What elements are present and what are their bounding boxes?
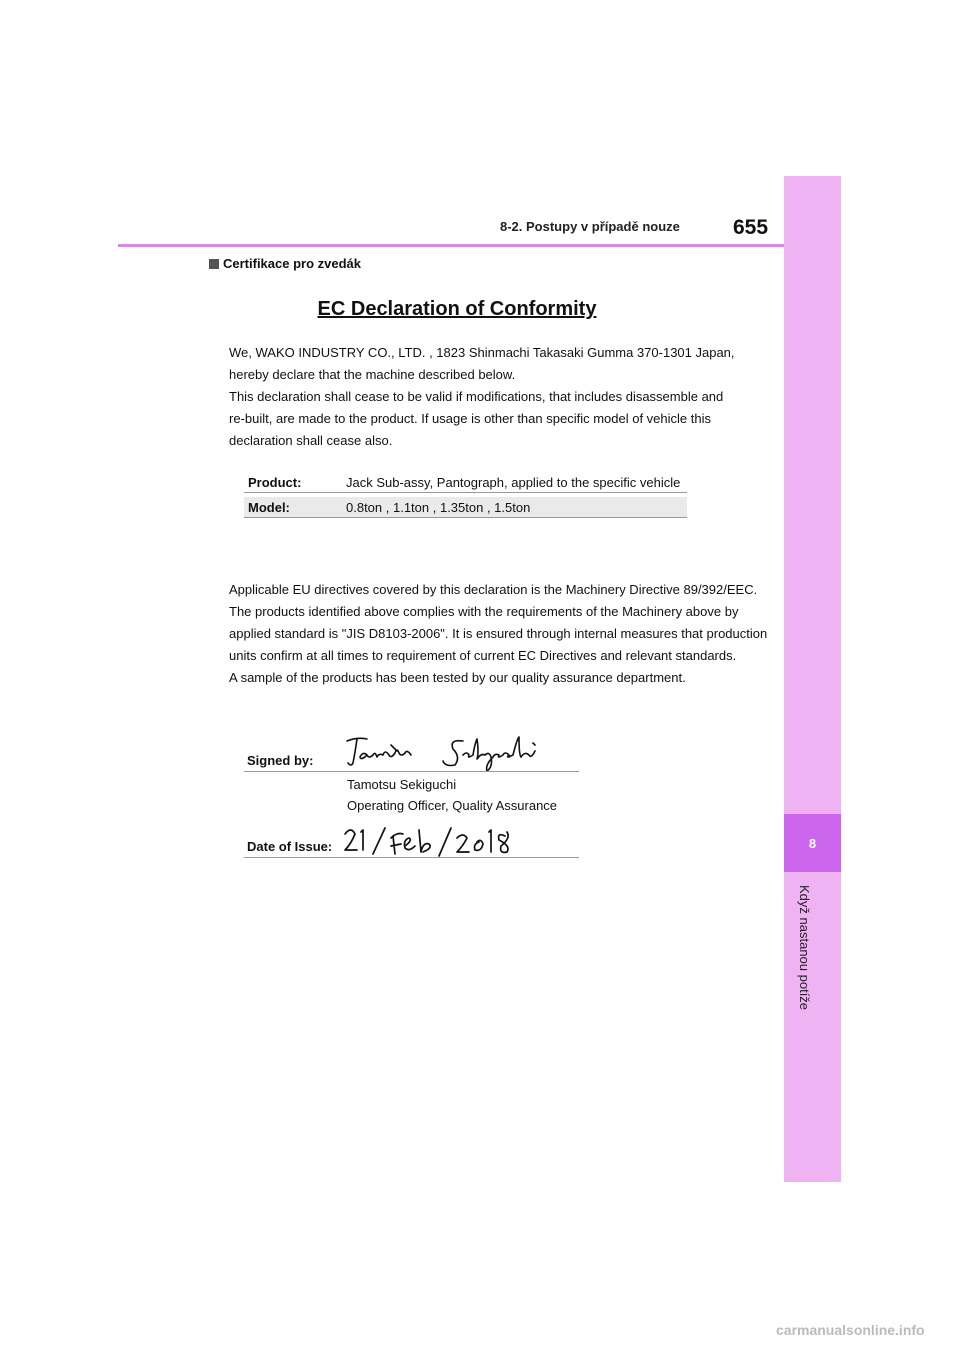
product-spec-table	[244, 472, 687, 518]
intro-line: This declaration shall cease to be valid if modifications, that includes disassemble and	[229, 389, 724, 404]
subsection-title-text: Certifikace pro zvedák	[223, 256, 362, 271]
watermark: carmanualsonline.info	[776, 1322, 925, 1338]
signatory-name: Tamotsu Sekiguchi	[347, 777, 457, 792]
directive-line: applied standard is "JIS D8103-2006". It is ensured through internal measures that production	[229, 626, 768, 641]
chapter-label: Když nastanou potíže	[797, 885, 812, 1011]
date-line	[244, 857, 579, 858]
product-row	[244, 472, 687, 493]
declaration-intro	[229, 342, 749, 452]
model-row	[244, 497, 687, 518]
declaration-title: EC Declaration of Conformity	[317, 298, 597, 320]
product-label: Product:	[248, 474, 302, 490]
model-value: 0.8ton , 1.1ton , 1.35ton , 1.5ton	[346, 499, 531, 515]
handwritten-signature	[345, 733, 545, 773]
section-header: 8-2. Postupy v případě nouze	[500, 219, 680, 234]
intro-line: hereby declare that the machine described below.	[229, 367, 516, 382]
header-divider	[118, 244, 784, 247]
directive-line: Applicable EU directives covered by this declaration is the Machinery Directive 89/392/EEC.	[229, 582, 758, 597]
page-number: 655	[733, 216, 769, 239]
intro-line: declaration shall cease also.	[229, 433, 393, 448]
intro-line: re-built, are made to the product. If usage is other than specific model of vehicle this	[229, 411, 711, 426]
directive-line: The products identified above complies with the requirements of the Machinery above by	[229, 604, 739, 619]
square-bullet-icon	[209, 259, 219, 269]
model-label: Model:	[248, 499, 290, 515]
intro-line: We, WAKO INDUSTRY CO., LTD. , 1823 Shinmachi Takasaki Gumma 370-1301 Japan,	[229, 345, 735, 360]
directive-line: units confirm at all times to requirement of current EC Directives and relevant standards.	[229, 648, 737, 663]
chapter-tab[interactable]	[784, 814, 841, 872]
signature-line	[244, 771, 579, 772]
directive-paragraph	[229, 579, 768, 689]
subsection-title	[209, 256, 361, 271]
directive-line: A sample of the products has been tested by our quality assurance department.	[229, 670, 686, 685]
handwritten-date-stamp	[343, 826, 513, 858]
signatory-title: Operating Officer, Quality Assurance	[347, 798, 558, 813]
signed-by-label: Signed by:	[247, 753, 314, 768]
chapter-number: 8	[808, 835, 817, 851]
date-of-issue-label: Date of Issue:	[247, 839, 333, 854]
chapter-sidebar	[784, 176, 841, 1182]
product-value: Jack Sub-assy, Pantograph, applied to the specific vehicle	[346, 474, 681, 490]
signer-block	[347, 774, 557, 816]
